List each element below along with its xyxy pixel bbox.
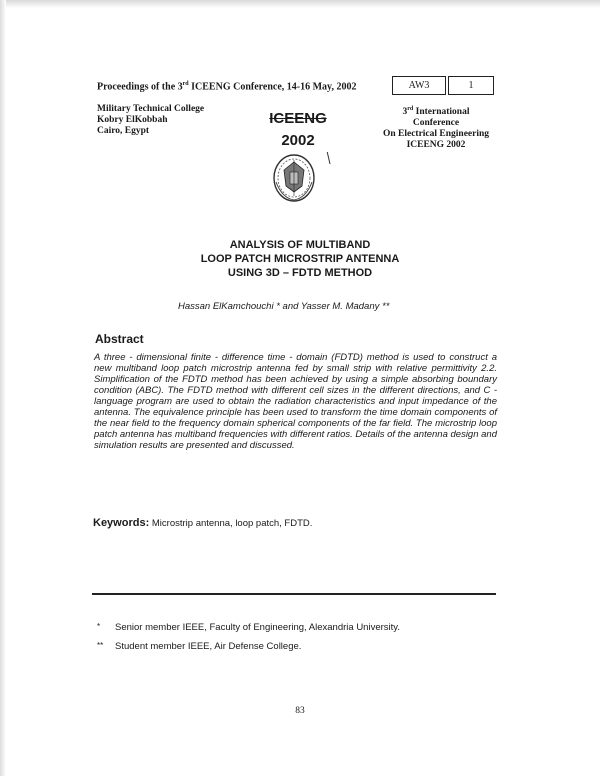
keywords-value: Microstrip antenna, loop patch, FDTD. (149, 518, 313, 529)
footnote-2 (97, 641, 301, 652)
abstract-heading: Abstract (95, 332, 144, 346)
affiliation-left-line2: Kobry ElKobbah (97, 115, 168, 125)
affiliation-left-line1: Military Technical College (97, 104, 205, 114)
affiliation-right-line1: 3rd International Conference (402, 106, 470, 129)
affiliation-left-line3: Cairo, Egypt (97, 126, 150, 136)
footnote-2-text: Student member IEEE, Air Defense College. (115, 641, 302, 652)
paper-code-box: AW3 (392, 76, 446, 95)
footnote-1-text: Senior member IEEE, Faculty of Engineering, Alexandria University. (115, 622, 400, 633)
paper-title-line2: LOOP PATCH MICROSTRIP ANTENNA (200, 253, 400, 265)
affiliation-right (380, 104, 492, 151)
affiliation-left (97, 104, 204, 137)
footnote-divider (92, 593, 496, 595)
scan-edge-top (0, 0, 600, 8)
page-number: 83 (295, 706, 305, 716)
conference-logo-year: 2002 (281, 132, 315, 149)
scan-edge-left (0, 0, 6, 776)
conference-logo-name: ICEENG (269, 110, 327, 127)
abstract-body: A three - dimensional finite - difference time - domain (FDTD) method is used to construct a new multiband loop patch microstrip antenna fed by small strip with relative permittivity 2.2. Simplification of the FDTD method has been achieved by using a simple absorbing boundary condition (ABC). The FDTD method with different cell sizes in the different directions, and C - language program are used to obtain the radiation characteristics and input impedance of the antenna. The equivalence principle has been used to transform the time domain components of the near field to the frequency domain spherical components of the far field. The microstrip loop patch antenna has multiband frequencies with different ratios. Details of the antenna design and simulation results are presented and discussed. (94, 352, 497, 451)
emblem-icon (262, 152, 342, 206)
footnote-1-mark: * (97, 622, 101, 631)
keywords-label: Keywords: (93, 517, 150, 529)
affiliation-right-line2: On Electrical Engineering (382, 129, 490, 140)
paper-title-line1: ANALYSIS OF MULTIBAND (229, 239, 371, 251)
paper-title (0, 238, 600, 280)
paper-title-line3: USING 3D – FDTD METHOD (227, 267, 373, 279)
paper-authors: Hassan ElKamchouchi * and Yasser M. Madany ** (178, 301, 390, 312)
affiliation-right-line3: ICEENG 2002 (406, 140, 466, 151)
proceedings-line: Proceedings of the 3rd ICEENG Conference, 14-16 May, 2002 (97, 81, 357, 93)
keywords-line (93, 517, 312, 529)
footnote-2-mark: ** (97, 641, 104, 650)
footnote-1 (97, 622, 400, 633)
paper-page-box: 1 (448, 76, 494, 95)
